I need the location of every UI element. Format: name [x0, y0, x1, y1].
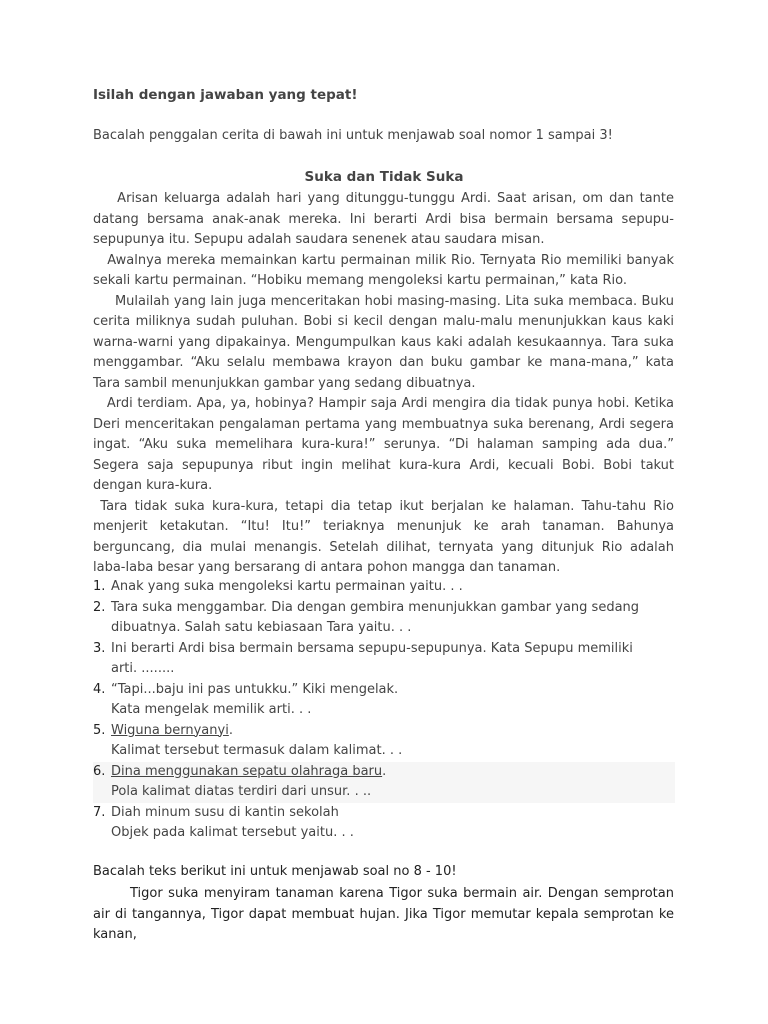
story-paragraph: Tara tidak suka kura-kura, tetapi dia tetap ikut berjalan ke halaman. Tahu-tahu Rio menjerit ketakutan. “Itu! Itu!” teriaknya menunjuk ke arah tanaman. Bahunya berguncang, dia mulai menangis. Setelah dilihat, ternyata yang ditunjuk Rio adalah laba-laba besar yang bersarang di antara pohon mangga dan tanaman.: [93, 498, 674, 575]
story-title: Suka dan Tidak Suka: [304, 169, 464, 185]
worksheet-heading: Isilah dengan jawaban yang tepat!: [93, 87, 358, 103]
story-paragraph: Mulailah yang lain juga menceritakan hobi masing-masing. Lita suka membaca. Buku cerita miliknya sudah puluhan. Bobi si kecil dengan malu-malu menunjukkan kaus kaki warna-warni yang dipakainya. Mengumpulkan kaus kaki adalah kesukaannya. Tara suka menggambar. “Aku selalu membawa krayon dan buku gambar ke mana-mana,” kata Tara sambil menunjukkan gambar yang sedang dibuatnya.: [93, 293, 674, 391]
question-number: 6.: [93, 763, 106, 779]
story-paragraph: Arisan keluarga adalah hari yang ditunggu-tunggu Ardi. Saat arisan, om dan tante datang bersama anak-anak mereka. Ini berarti Ardi bisa bermain bersama sepupu-sepupunya itu. Sepupu adalah saudara senenek atau saudara misan.: [93, 191, 674, 247]
question-text-continued: dibuatnya. Salah satu kebiasaan Tara yaitu. . .: [111, 620, 412, 635]
question-text: Diah minum susu di kantin sekolah: [111, 804, 339, 820]
question-text: [111, 762, 675, 783]
question-text-continued: Kalimat tersebut termasuk dalam kalimat. . .: [111, 743, 403, 758]
question-text-continued: Objek pada kalimat tersebut yaitu. . .: [111, 825, 354, 840]
question-list: [93, 577, 675, 844]
story-paragraph: Ardi terdiam. Apa, ya, hobinya? Hampir saja Ardi mengira dia tidak punya hobi. Ketika Deri menceritakan pengalaman pertama yang membuatnya suka berenang, Ardi segera ingat. “Aku suka memelihara kura-kura!” serunya. “Di halaman samping ada dua.” Segera saja sepupunya ribut ingin melihat kura-kura Ardi, kecuali Bobi. Bobi takut dengan kura-kura.: [93, 396, 674, 493]
question-number: 1.: [93, 579, 106, 594]
story-paragraph: Tigor suka menyiram tanaman karena Tigor suka bermain air. Dengan semprotan air di tangannya, Tigor dapat membuat hujan. Jika Tigor memutar kepala semprotan ke kanan,: [93, 886, 674, 942]
question-item: [93, 680, 675, 721]
question-number: 3.: [93, 640, 106, 656]
question-text-continued: arti. ........: [111, 661, 175, 676]
question-text: Anak yang suka mengoleksi kartu permainan yaitu. . .: [111, 579, 463, 594]
question-number: 2.: [93, 599, 106, 615]
question-text: Ini berarti Ardi bisa bermain bersama sepupu-sepupunya. Kata Sepupu memiliki: [111, 640, 633, 656]
section-instruction: Bacalah teks berikut ini untuk menjawab soal no 8 - 10!: [93, 864, 457, 879]
question-text-continued: Kata mengelak memilik arti. . .: [111, 702, 312, 717]
question-item: [93, 639, 675, 680]
question-item: [93, 762, 675, 803]
question-item: [93, 577, 675, 598]
question-text: “Tapi...baju ini pas untukku.” Kiki mengelak.: [111, 681, 399, 697]
question-number: 7.: [93, 804, 106, 820]
story-text: [93, 189, 674, 579]
question-item: [93, 598, 675, 639]
question-number: 4.: [93, 681, 106, 697]
sentence-period: .: [382, 763, 387, 779]
story-paragraph: Awalnya mereka memainkan kartu permainan milik Rio. Ternyata Rio memiliki banyak sekali kartu permainan. “Hobiku memang mengoleksi kartu permainan,” kata Rio.: [93, 252, 674, 288]
story-text-2: [93, 884, 674, 946]
question-number: 5.: [93, 722, 106, 738]
underlined-sentence: Wiguna bernyanyi: [111, 722, 229, 738]
sentence-period: .: [228, 722, 233, 738]
underlined-sentence: Dina menggunakan sepatu olahraga baru: [111, 763, 383, 779]
question-item: [93, 803, 675, 844]
question-text: [111, 721, 675, 742]
question-text: Tara suka menggambar. Dia dengan gembira menunjukkan gambar yang sedang: [111, 599, 640, 615]
instruction-text: Bacalah penggalan cerita di bawah ini untuk menjawab soal nomor 1 sampai 3!: [93, 128, 613, 143]
question-item: [93, 721, 675, 762]
question-text-continued: Pola kalimat diatas terdiri dari unsur. . ..: [111, 784, 372, 799]
